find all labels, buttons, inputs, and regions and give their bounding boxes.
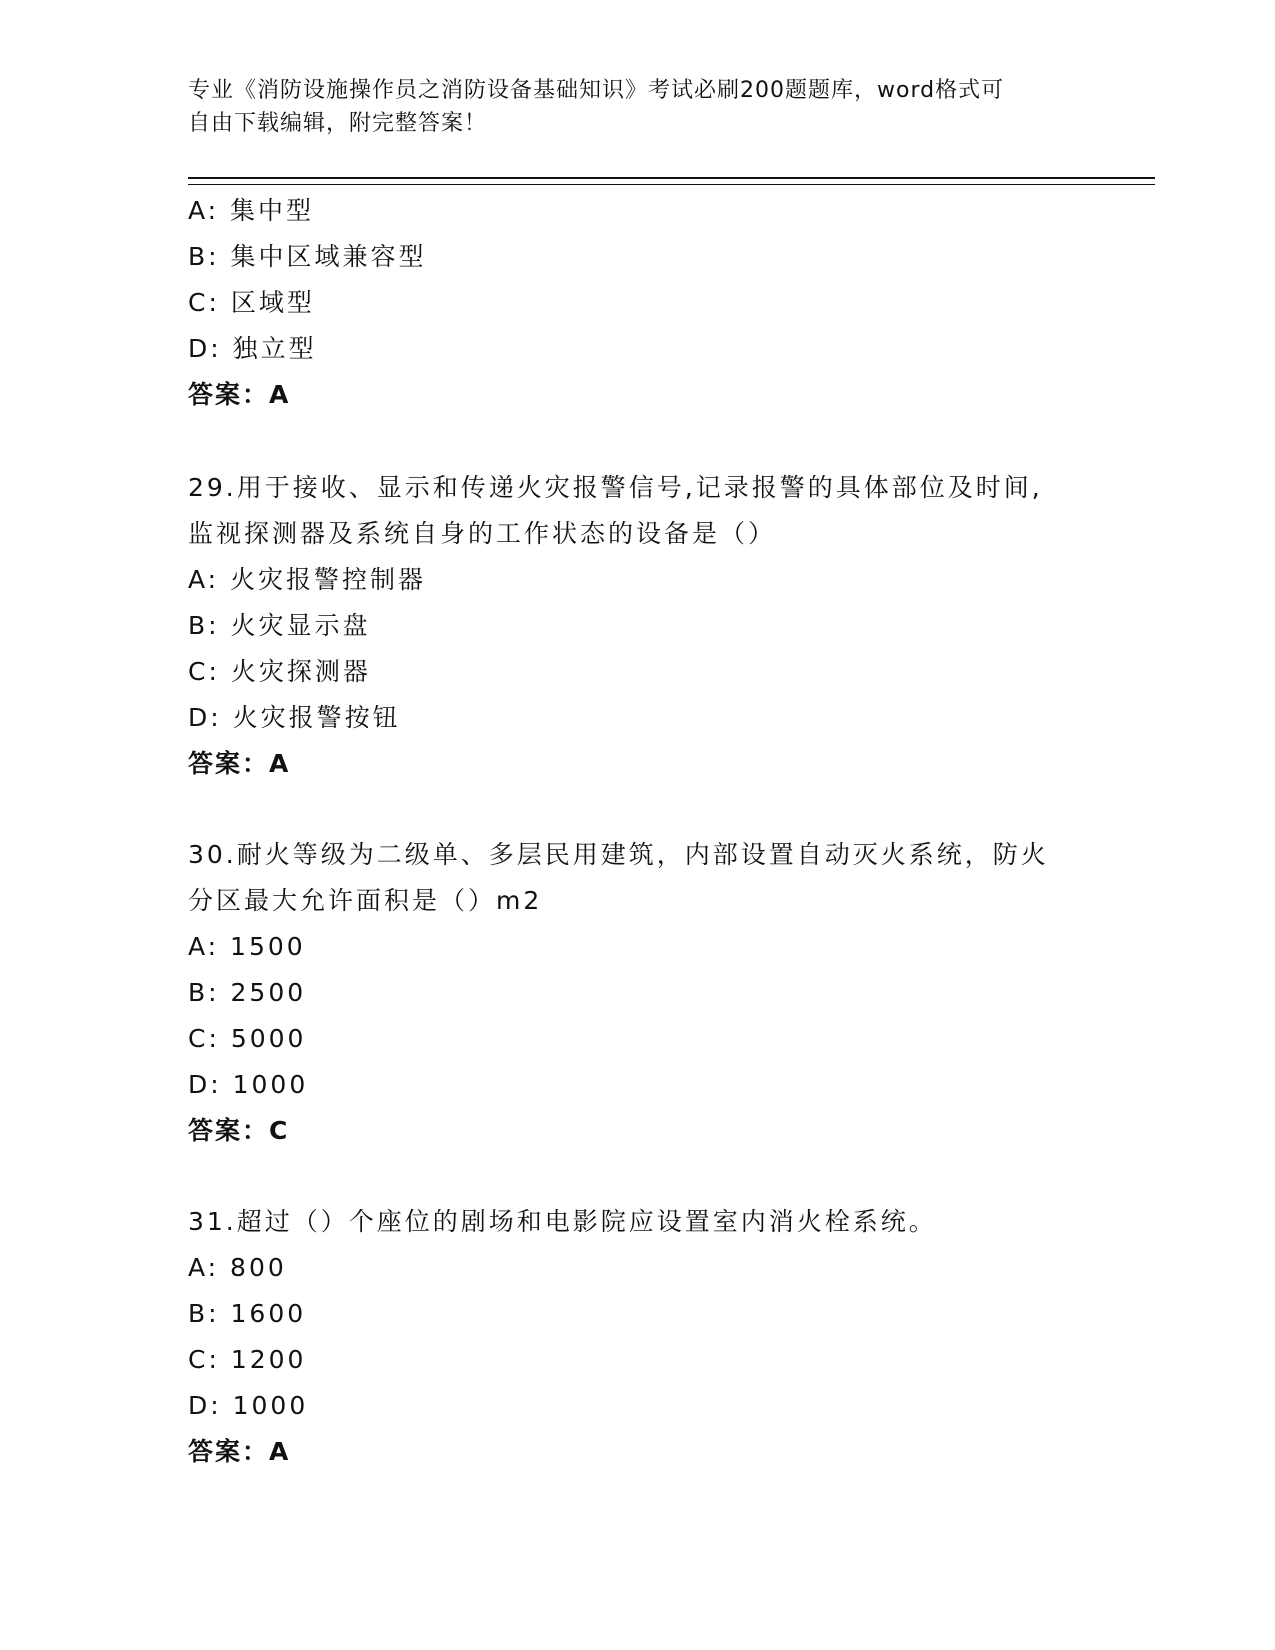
question-text-line-2: 分区最大允许面积是（）m2 xyxy=(188,886,543,915)
question-30 xyxy=(188,832,1088,1154)
option-c: C: 1200 xyxy=(188,1345,307,1374)
question-31 xyxy=(188,1199,1088,1475)
option-d: D: 1000 xyxy=(188,1070,309,1099)
spacer xyxy=(188,1154,1088,1199)
answer-label: 答案：A xyxy=(188,380,291,409)
question-29 xyxy=(188,465,1088,787)
option-a: A: 1500 xyxy=(188,932,306,961)
header-divider-thin xyxy=(188,184,1155,185)
option-c: C: 5000 xyxy=(188,1024,307,1053)
question-list xyxy=(188,188,1088,1475)
question-text-line-1: 29.用于接收、显示和传递火灾报警信号,记录报警的具体部位及时间, xyxy=(188,473,1043,502)
option-b: B: 集中区域兼容型 xyxy=(188,242,427,271)
header-divider-thick xyxy=(188,177,1155,179)
question-text-line-1: 30.耐火等级为二级单、多层民用建筑，内部设置自动灭火系统，防火 xyxy=(188,840,1049,869)
option-b: B: 1600 xyxy=(188,1299,307,1328)
option-a: A: 800 xyxy=(188,1253,287,1282)
option-d: D: 火灾报警按钮 xyxy=(188,703,401,732)
option-b: B: 火灾显示盘 xyxy=(188,611,371,640)
answer-label: 答案：A xyxy=(188,749,291,778)
header-line-1: 专业《消防设施操作员之消防设备基础知识》考试必刷200题题库，word格式可 xyxy=(188,78,1005,103)
option-c: C: 区域型 xyxy=(188,288,315,317)
option-d: D: 1000 xyxy=(188,1391,309,1420)
spacer xyxy=(188,418,1088,465)
option-b: B: 2500 xyxy=(188,978,307,1007)
answer-label: 答案：A xyxy=(188,1437,291,1466)
option-d: D: 独立型 xyxy=(188,334,317,363)
option-a: A: 火灾报警控制器 xyxy=(188,565,427,594)
document-header xyxy=(188,74,1068,140)
option-a: A: 集中型 xyxy=(188,196,315,225)
header-line-2: 自由下载编辑，附完整答案！ xyxy=(188,111,488,136)
question-28 xyxy=(188,188,1088,418)
question-text-line-1: 31.超过（）个座位的剧场和电影院应设置室内消火栓系统。 xyxy=(188,1207,937,1236)
option-c: C: 火灾探测器 xyxy=(188,657,371,686)
answer-label: 答案：C xyxy=(188,1116,290,1145)
question-text-line-2: 监视探测器及系统自身的工作状态的设备是（） xyxy=(188,519,777,548)
spacer xyxy=(188,787,1088,832)
